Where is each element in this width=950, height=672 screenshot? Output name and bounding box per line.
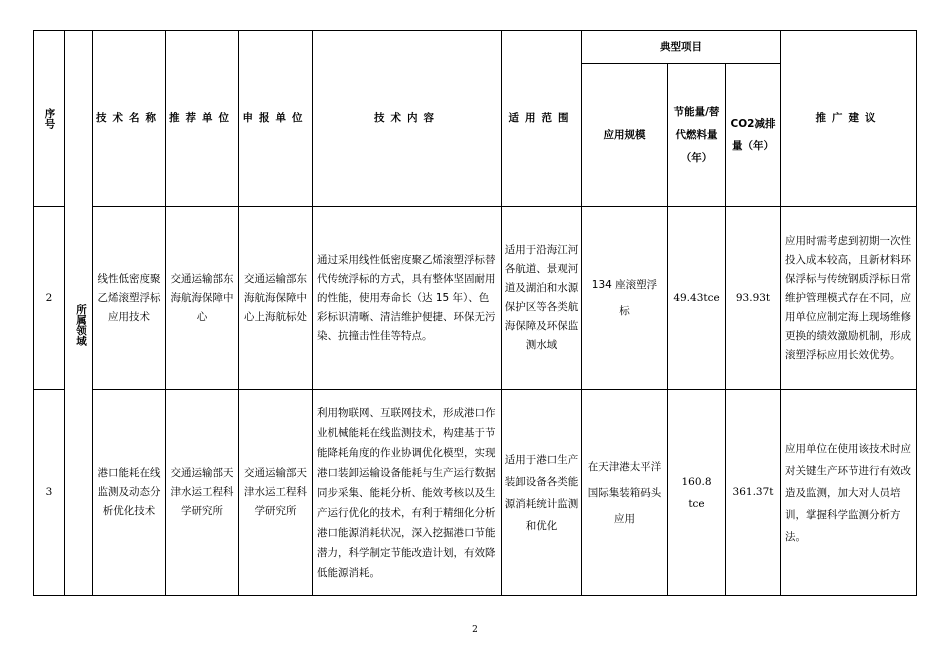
header-seq: 序号	[34, 31, 65, 207]
header-typical-project: 典型项目	[582, 31, 781, 64]
row-co2: 361.37t	[726, 390, 781, 596]
header-recommender: 推荐单位	[166, 31, 239, 207]
header-co2: CO2减排量（年）	[726, 64, 781, 207]
header-scope: 适用范围	[502, 31, 582, 207]
row-seq: 3	[34, 390, 65, 596]
header-tech-content: 技术内容	[313, 31, 502, 207]
header-saving: 节能量/替代燃料量（年）	[668, 64, 726, 207]
row-co2: 93.93t	[726, 207, 781, 390]
row-scale: 在天津港太平洋国际集装箱码头应用	[582, 390, 668, 596]
row-scope: 适用于沿海江河各航道、景观河道及湖泊和水源保护区等各类航海保障及环保监测水域	[502, 207, 582, 390]
row-scale: 134 座滚塑浮标	[582, 207, 668, 390]
project-table	[33, 30, 917, 596]
row-applicant: 交通运输部天津水运工程科学研究所	[239, 390, 313, 596]
row-tech-name: 港口能耗在线监测及动态分析优化技术	[93, 390, 166, 596]
header-field: 所属领域	[65, 31, 93, 596]
row-scope: 适用于港口生产装卸设备各类能源消耗统计监测和优化	[502, 390, 582, 596]
header-tech-name: 技术名称	[93, 31, 166, 207]
row-recommender: 交通运输部东海航海保障中心	[166, 207, 239, 390]
row-applicant: 交通运输部东海航海保障中心上海航标处	[239, 207, 313, 390]
row-suggestion: 应用单位在使用该技术时应对关键生产环节进行有效改造及监测，加大对人员培训，掌握科学监测分析方法。	[781, 390, 917, 596]
header-row-1	[34, 31, 917, 64]
header-applicant: 申报单位	[239, 31, 313, 207]
row-recommender: 交通运输部天津水运工程科学研究所	[166, 390, 239, 596]
row-content: 利用物联网、互联网技术，形成港口作业机械能耗在线监测技术，构建基于节能降耗角度的作业协调优化模型，实现港口装卸运输设备能耗与生产运行数据同步采集、能耗分析、能效考核以及生产运行优化的技术，有利于精细化分析港口能源消耗状况，深入挖掘港口节能潜力，科学制定节能改造计划，有效降低能源消耗。	[313, 390, 502, 596]
table-row	[34, 390, 917, 596]
header-suggestion: 推广建议	[781, 31, 917, 207]
row-content: 通过采用线性低密度聚乙烯滚塑浮标替代传统浮标的方式，具有整体坚固耐用的性能，使用寿命长（达 15 年）、色彩标识清晰、清洁维护便捷、环保无污染、抗撞击性佳等特点。	[313, 207, 502, 390]
page-number: 2	[472, 625, 478, 635]
row-seq: 2	[34, 207, 65, 390]
header-scale: 应用规模	[582, 64, 668, 207]
row-saving: 160.8 tce	[668, 390, 726, 596]
table-row	[34, 207, 917, 390]
row-suggestion: 应用时需考虑到初期一次性投入成本较高，且新材料环保浮标与传统钢质浮标日常维护管理模式存在不同，应用单位应制定海上现场维修更换的绩效激励机制，形成滚塑浮标应用长效优势。	[781, 207, 917, 390]
row-saving: 49.43tce	[668, 207, 726, 390]
row-tech-name: 线性低密度聚乙烯滚塑浮标应用技术	[93, 207, 166, 390]
